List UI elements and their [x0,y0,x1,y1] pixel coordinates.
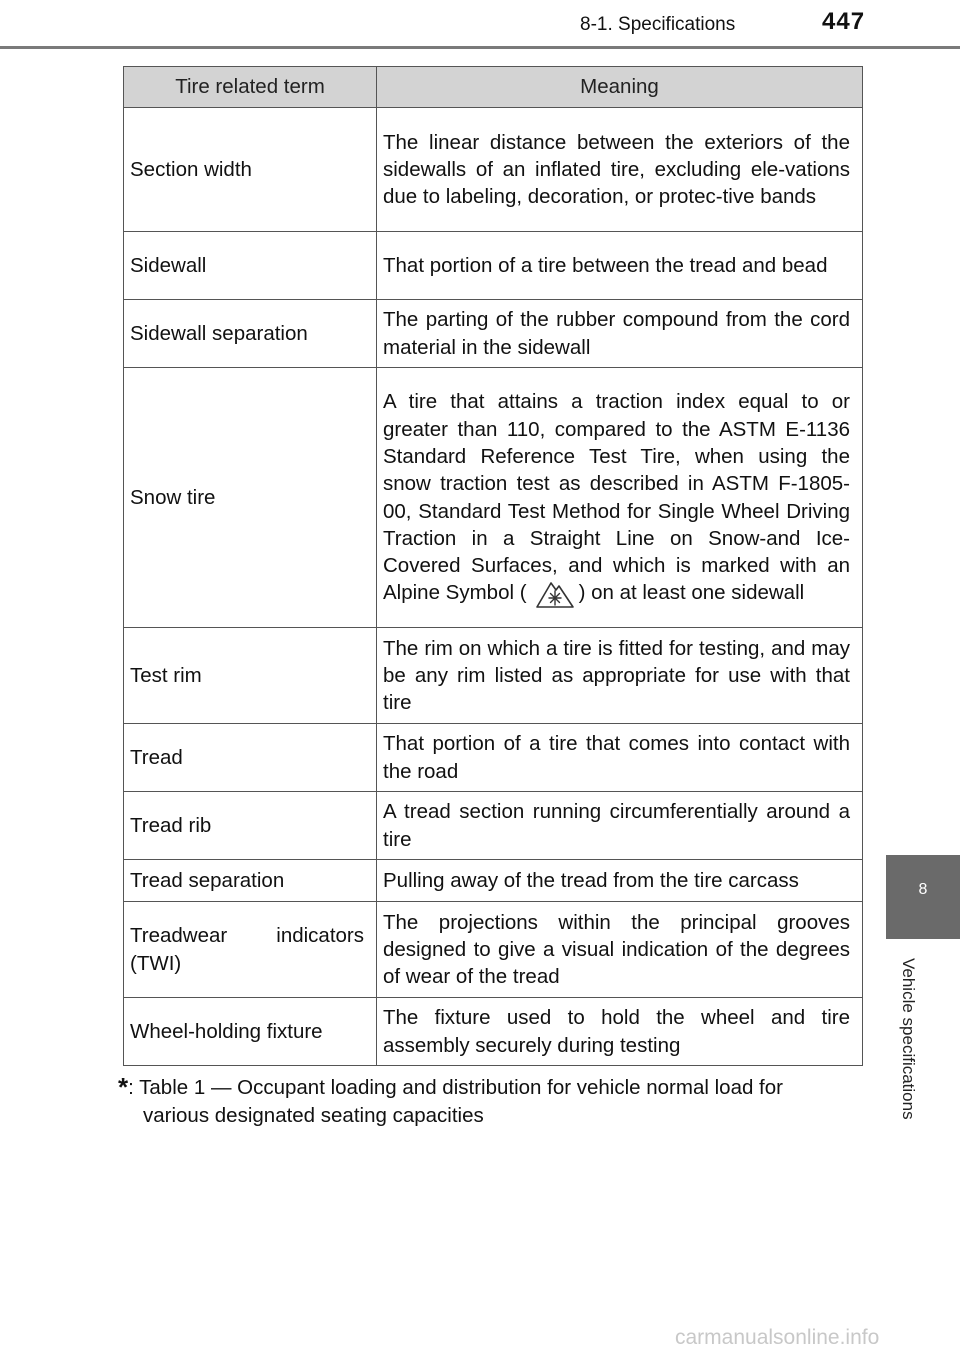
chapter-label: Vehicle specifications [899,958,918,1120]
meaning-cell: That portion of a tire that comes into contact with the road [377,724,863,792]
meaning-cell [377,368,863,628]
term-cell: Section width [124,108,377,232]
tire-terms-table [123,66,863,1066]
mountain-snowflake-icon [535,575,575,609]
term-cell: Snow tire [124,368,377,628]
table-row [124,108,863,232]
table-row [124,368,863,628]
table-header-row [124,67,863,108]
term-cell: Treadwear indicators (TWI) [124,902,377,998]
chapter-tab [886,855,960,939]
term-cell: Wheel-holding fixture [124,998,377,1066]
term-cell: Test rim [124,628,377,724]
page-number: 447 [822,8,866,35]
meaning-cell: That portion of a tire between the tread and bead [377,232,863,300]
table-row [124,792,863,860]
chapter-number: 8 [918,881,928,898]
header-divider [0,46,960,49]
term-cell: Tread separation [124,860,377,902]
table-row [124,628,863,724]
table-row [124,998,863,1066]
column-header-meaning: Meaning [377,67,863,108]
meaning-cell: The projections within the principal grooves designed to give a visual indication of the degrees of wear of the tread [377,902,863,998]
meaning-cell: The parting of the rubber compound from the cord material in the sidewall [377,300,863,368]
meaning-cell: The fixture used to hold the wheel and tire assembly securely during testing [377,998,863,1066]
meaning-cell: A tread section running circumferentially around a tire [377,792,863,860]
table-row [124,232,863,300]
section-title: 8-1. Specifications [580,14,736,35]
meaning-cell: Pulling away of the tread from the tire carcass [377,860,863,902]
footnote-line-2: various designated seating capacities [143,1103,484,1127]
meaning-cell: The linear distance between the exteriors of the sidewalls of an inflated tire, excluding ele-vations due to labeling, decoration, or protec-tive bands [377,108,863,232]
table-row [124,724,863,792]
footnote-marker: * [118,1072,129,1102]
table-row [124,300,863,368]
table-row [124,860,863,902]
term-cell: Tread rib [124,792,377,860]
term-cell: Sidewall [124,232,377,300]
footnote-line-1: : Table 1 — Occupant loading and distribution for vehicle normal load for [128,1076,783,1099]
snow-tire-text-end: ) on at least one sidewall [578,581,805,605]
snow-tire-text: A tire that attains a traction index equal to or greater than 110, compared to the ASTM E-1136 Standard Reference Test Tire, when using the snow traction test as described in ASTM F-1805-00, Standard Test Method for Single Wheel Driving Traction in a Straight Line on Snow-and Ice-Covered Surfaces, and which is marked with an Alpine Symbol ( [383,390,850,605]
page-header [0,0,960,52]
footnote [118,1074,862,1129]
column-header-term: Tire related term [124,67,377,108]
watermark: carmanualsonline.info [675,1326,880,1349]
term-cell: Tread [124,724,377,792]
term-cell: Sidewall separation [124,300,377,368]
table-row [124,902,863,998]
meaning-cell: The rim on which a tire is fitted for testing, and may be any rim listed as appropriate for use with that tire [377,628,863,724]
